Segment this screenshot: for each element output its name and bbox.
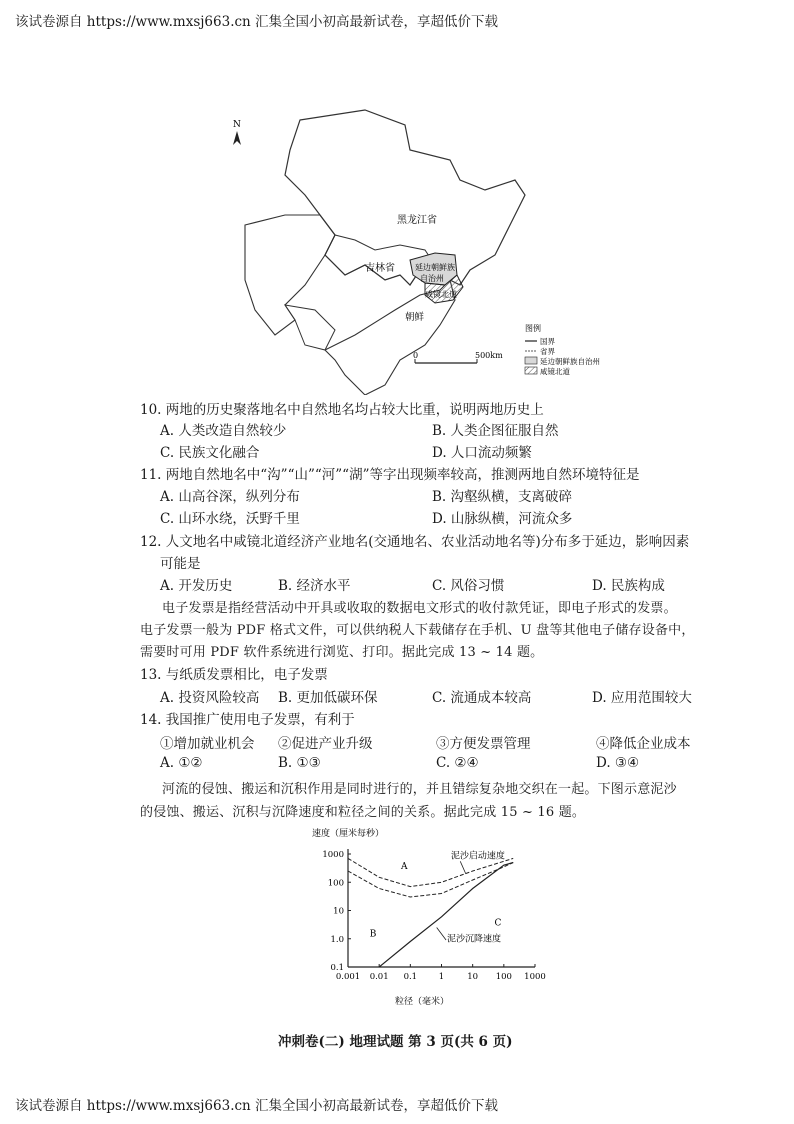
q10-stem: 10. 两地的历史聚落地名中自然地名均占较大比重，说明两地历史上 [140, 402, 544, 418]
passage1-line1: 电子发票是指经营活动中开具或收取的数据电文形式的收付款凭证，即电子形式的发票。 [162, 601, 677, 616]
q14-item-2: ②促进产业升级 [278, 736, 373, 752]
settling-velocity-line [379, 863, 513, 968]
q12-option-c: C. 风俗习惯 [432, 578, 505, 594]
q14-option-c: C. ②④ [436, 755, 479, 771]
map-figure [225, 105, 645, 395]
label-start-velocity: 泥沙启动速度 [450, 851, 505, 862]
page-footer: 冲刺卷(二) 地理试题 第 3 页(共 6 页) [278, 1034, 513, 1050]
legend-yanbian: 延边朝鲜族自治州 [540, 357, 600, 366]
x-tick-label: 0.001 [335, 972, 361, 982]
region-label: C [494, 918, 502, 929]
x-tick-label: 1 [438, 972, 445, 982]
x-tick-label: 0.1 [403, 972, 418, 982]
q11-option-b: B. 沟壑纵横，支离破碎 [432, 489, 573, 505]
q13-option-d: D. 应用范围较大 [592, 690, 692, 706]
region-outline [285, 110, 525, 285]
region-label: B [369, 929, 377, 940]
q12-option-d: D. 民族构成 [592, 578, 665, 594]
y-tick-label: 100 [327, 878, 344, 889]
scale-zero: 0 [413, 351, 419, 360]
pointer-settling [437, 928, 446, 941]
q14-item-4: ④降低企业成本 [596, 736, 691, 752]
chart-y-label: 速度（厘米每秒） [312, 829, 385, 839]
q12-stem-line1: 12. 人文地名中咸镜北道经济产业地名(交通地名、农业活动地名等)分布多于延边，影响因素 [140, 534, 690, 550]
q10-option-c: C. 民族文化融合 [160, 445, 260, 461]
q11-option-a: A. 山高谷深，纵列分布 [160, 489, 300, 505]
y-tick-label: 1000 [322, 850, 344, 860]
legend-title: 图例 [525, 324, 541, 333]
scale-bar [413, 351, 503, 363]
north-label: N [233, 120, 241, 130]
label-xianjing: 咸镜北道 [425, 290, 457, 299]
y-tick-label: 1.0 [330, 934, 344, 945]
label-yanbian-2: 自治州 [420, 274, 444, 283]
q13-option-c: C. 流通成本较高 [432, 690, 532, 706]
q13-option-b: B. 更加低碳环保 [278, 690, 378, 706]
q11-option-d: D. 山脉纵横，河流众多 [432, 511, 573, 527]
chart-x-label: 粒径（毫米） [395, 997, 450, 1007]
q11-stem: 11. 两地自然地名中“沟”“山”“河”“湖”等字出现频率较高，推测两地自然环境特征是 [140, 467, 640, 483]
q13-stem: 13. 与纸质发票相比，电子发票 [140, 667, 328, 683]
q14-option-b: B. ①③ [278, 755, 321, 771]
label-jilin: 吉林省 [365, 263, 395, 274]
label-heilongjiang: 黑龙江省 [397, 215, 437, 226]
x-tick-label: 10 [467, 972, 479, 982]
q11-option-c: C. 山环水绕，沃野千里 [160, 511, 300, 527]
q14-stem: 14. 我国推广使用电子发票，有利于 [140, 712, 355, 728]
velocity-grain-chart [300, 822, 560, 1012]
q12-stem-line2: 可能是 [160, 556, 201, 572]
label-yanbian-1: 延边朝鲜族 [415, 263, 455, 272]
north-arrow-icon [233, 120, 241, 145]
passage2-line1: 河流的侵蚀、搬运和沉积作用是同时进行的，并且错综复杂地交织在一起。下图示意泥沙 [162, 782, 677, 797]
q14-item-3: ③方便发票管理 [436, 736, 531, 752]
passage2-line2: 的侵蚀、搬运、沉积与沉降速度和粒径之间的关系。据此完成 15 ~ 16 题。 [140, 805, 586, 820]
start-velocity-lower [348, 863, 513, 898]
x-tick-label: 1000 [524, 972, 546, 982]
bottom-banner: 该试卷源自 https://www.mxsj663.cn 汇集全国小初高最新试卷，享超低价下载 [15, 1098, 499, 1114]
x-tick-label: 0.01 [369, 972, 389, 982]
legend-shengjie: 省界 [540, 347, 555, 356]
page-header: 该试卷源自 https://www.mxsj663.cn 汇集全国小初高最新试卷，享超低价下载 [15, 14, 499, 30]
pointer-start [460, 861, 465, 873]
q14-option-a: A. ①② [160, 755, 203, 771]
scale-length: 500km [475, 351, 503, 360]
y-tick-label: 0.1 [330, 963, 344, 973]
q10-option-d: D. 人口流动频繁 [432, 445, 532, 461]
q14-option-d: D. ③④ [596, 755, 640, 771]
legend-guojie: 国界 [540, 337, 555, 346]
label-settling-velocity: 泥沙沉降速度 [446, 934, 502, 945]
x-tick-label: 100 [495, 972, 512, 982]
region-label: A [400, 861, 408, 872]
label-chaoxian: 朝鲜 [405, 312, 425, 323]
q14-item-1: ①增加就业机会 [160, 736, 255, 752]
map-legend [525, 323, 600, 376]
q10-option-a: A. 人类改造自然较少 [160, 423, 287, 439]
q12-option-a: A. 开发历史 [160, 578, 233, 594]
passage1-line3: 需要时可用 PDF 软件系统进行浏览、打印。据此完成 13 ~ 14 题。 [140, 645, 544, 660]
q10-option-b: B. 人类企图征服自然 [432, 423, 559, 439]
passage1-line2: 电子发票一般为 PDF 格式文件，可以供纳税人下载储存在手机、U 盘等其他电子储存设备中， [140, 623, 695, 638]
q13-option-a: A. 投资风险较高 [160, 690, 260, 706]
start-velocity-upper [348, 858, 513, 886]
q12-option-b: B. 经济水平 [278, 578, 351, 594]
y-tick-label: 10 [333, 906, 344, 917]
legend-xianjing: 咸镜北道 [540, 367, 570, 376]
